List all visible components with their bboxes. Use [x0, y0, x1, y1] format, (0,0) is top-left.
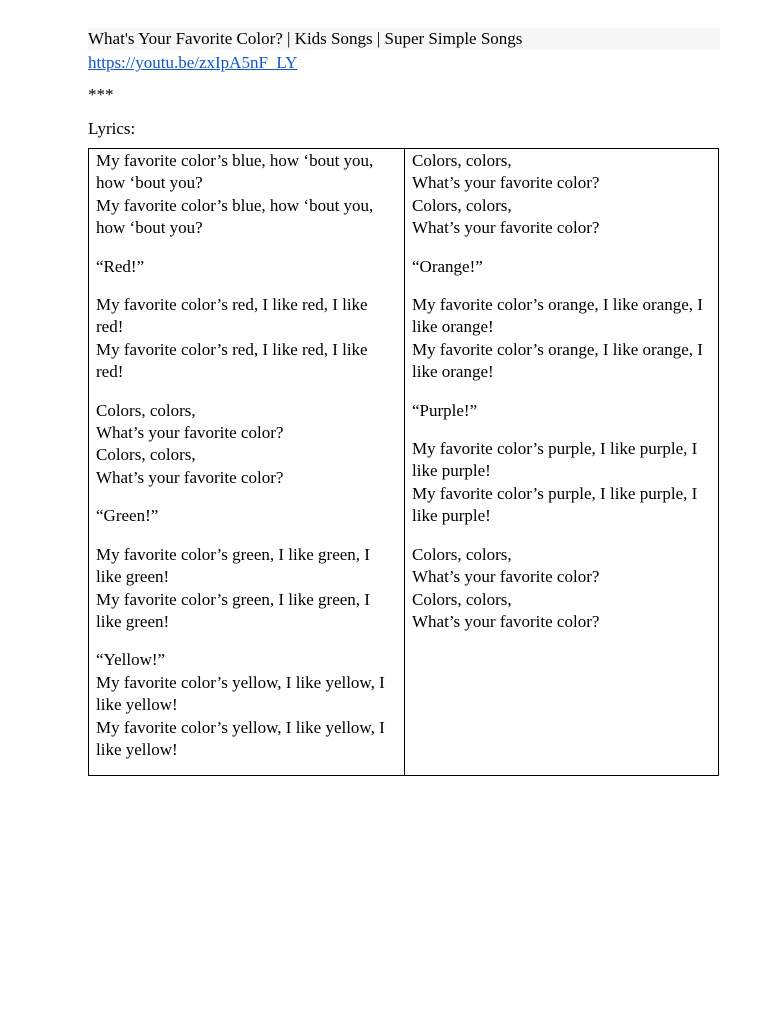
lyric-line: My favorite color’s yellow, I like yellow, I like yellow! [96, 717, 385, 759]
lyric-line: What’s your favorite color? [96, 423, 284, 443]
lyric-line: Colors, colors, [96, 445, 196, 465]
lyric-line: “Orange!” [412, 256, 483, 276]
lyric-line: What’s your favorite color? [412, 218, 600, 238]
lyric-line: “Red!” [96, 256, 145, 276]
lyric-line: What’s your favorite color? [412, 173, 600, 193]
lyric-line: My favorite color’s blue, how ‘bout you, how ‘bout you? [96, 151, 374, 193]
separator-asterisks: *** [88, 85, 114, 104]
stanza [412, 256, 712, 278]
stanza [96, 505, 398, 527]
lyric-line: My favorite color’s orange, I like orange, I like orange! [412, 339, 703, 382]
stanza [412, 544, 712, 634]
stanza [96, 150, 398, 240]
stanza [96, 294, 398, 384]
lyric-line: “Yellow!” [96, 650, 166, 670]
stanza [96, 400, 398, 490]
lyric-line: My favorite color’s green, I like green, I like green! [96, 589, 370, 631]
lyrics-label: Lyrics: [88, 119, 136, 138]
lyric-line: What’s your favorite color? [96, 467, 284, 487]
lyric-line: My favorite color’s red, I like red, I like red! [96, 339, 368, 382]
lyric-line: My favorite color’s yellow, I like yellow, I like yellow! [96, 672, 385, 715]
stanza [412, 438, 712, 528]
stanza [412, 400, 712, 422]
lyric-line: “Green!” [96, 506, 159, 526]
lyric-line: What’s your favorite color? [412, 611, 600, 631]
lyric-line: My favorite color’s blue, how ‘bout you, how ‘bout you? [96, 195, 374, 238]
lyric-line: Colors, colors, [412, 589, 512, 609]
lyric-line: My favorite color’s purple, I like purple, I like purple! [412, 439, 698, 481]
lyric-line: Colors, colors, [412, 195, 512, 215]
lyrics-column-right [405, 149, 718, 775]
lyrics-table [88, 148, 719, 776]
stanza [96, 544, 398, 634]
lyric-line: What’s your favorite color? [412, 567, 600, 587]
lyric-line: “Purple!” [412, 400, 478, 420]
stanza [412, 150, 712, 240]
lyrics-column-left [89, 149, 405, 775]
stanza [96, 649, 398, 761]
lyric-line: My favorite color’s red, I like red, I like red! [96, 295, 368, 337]
lyric-line: Colors, colors, [96, 400, 196, 420]
lyric-line: Colors, colors, [412, 544, 512, 564]
lyric-line: Colors, colors, [412, 151, 512, 170]
stanza [412, 294, 712, 384]
song-title: What's Your Favorite Color? | Kids Songs | Super Simple Songs [88, 28, 720, 50]
lyric-line: My favorite color’s green, I like green, I like green! [96, 544, 370, 587]
youtube-link[interactable]: https://youtu.be/zxIpA5nF_LY [88, 53, 298, 72]
stanza [96, 256, 398, 278]
lyric-line: My favorite color’s orange, I like orange, I like orange! [412, 295, 703, 337]
lyric-line: My favorite color’s purple, I like purple, I like purple! [412, 483, 698, 526]
